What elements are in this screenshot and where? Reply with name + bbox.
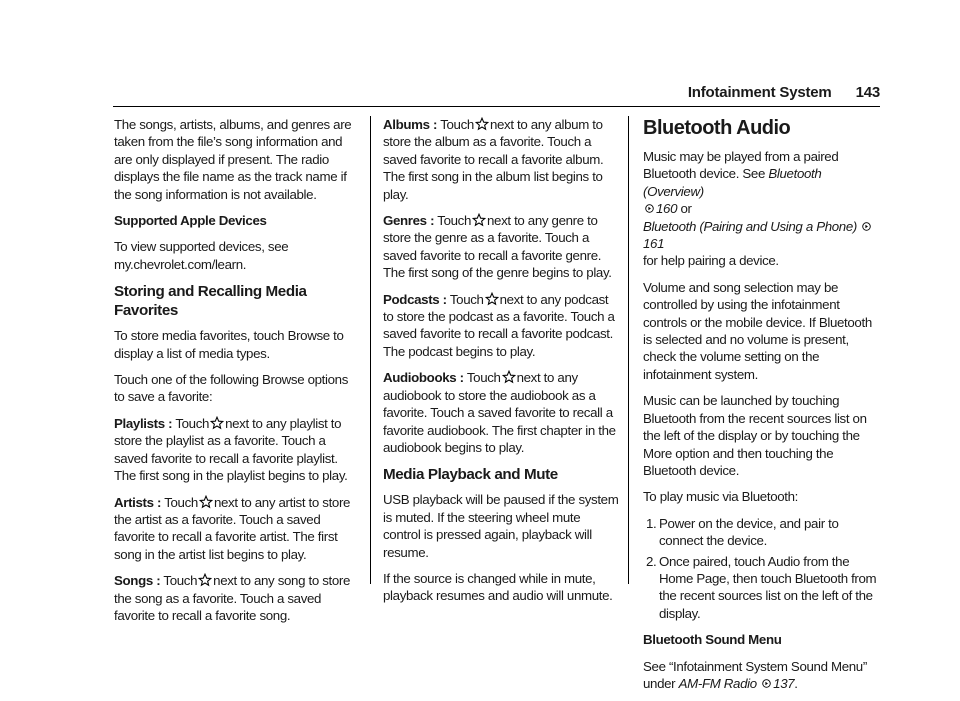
header-divider — [113, 106, 880, 107]
option-label: Audiobooks : — [383, 370, 464, 386]
option-label: Genres : — [383, 213, 435, 229]
page-reference-arrow-icon — [862, 222, 871, 231]
option-label: Songs : — [114, 573, 161, 589]
page-reference[interactable]: 161 — [643, 236, 665, 252]
page-reference[interactable]: 160 — [656, 201, 678, 217]
option-audiobooks: Audiobooks : Touch next to any audiobook to store the audiobook as a favorite. Touch a saved favorite to recall a favorite audiobook. The first chapter in the audiobook begins to play. — [383, 370, 616, 455]
star-outline-icon — [475, 117, 489, 131]
column-divider — [370, 116, 371, 584]
paragraph: Music can be launched by touching Bluetooth from the recent sources list on the left of the display or by touching the More option and then touching the Bluetooth device. — [643, 393, 867, 478]
column-divider — [628, 116, 629, 584]
option-artists: Artists : Touch next to any artist to store the artist as a favorite. Touch a saved favorite to recall a favorite artist. The first song in the artist list begins to play. — [114, 494, 351, 562]
option-genres: Genres : Touch next to any genre to store the genre as a favorite. Touch a saved favorite to recall a favorite genre. The first song of the genre begins to play. — [383, 213, 612, 281]
column-middle — [383, 116, 621, 614]
main-heading: Bluetooth Audio — [643, 117, 791, 139]
option-albums: Albums : Touch next to any album to store the album as a favorite. Touch a saved favorite to recall a favorite album. The first song in the album list begins to play. — [383, 117, 604, 202]
page-header — [630, 84, 880, 101]
list-item: 1. Power on the device, and pair to connect the device. — [646, 515, 839, 549]
column-left — [114, 116, 360, 633]
paragraph: To view supported devices, see my.chevrolet.com/learn. — [114, 239, 289, 272]
option-label: Albums : — [383, 117, 438, 132]
star-outline-icon — [485, 292, 499, 306]
paragraph: If the source is changed while in mute, playback resumes and audio will unmute. — [383, 570, 613, 604]
cross-reference-link[interactable]: Bluetooth (Pairing and Using a Phone) — [643, 218, 857, 234]
option-label: Podcasts : — [383, 291, 447, 307]
star-outline-icon — [502, 370, 516, 384]
paragraph: Touch one of the following Browse options to save a favorite: — [114, 372, 349, 405]
star-outline-icon — [198, 573, 212, 587]
page-reference-arrow-icon — [762, 679, 771, 688]
paragraph: The songs, artists, albums, and genres are taken from the file’s song information and are only displayed if present. The radio displays the file name as the track name if the song information is not available. — [114, 117, 352, 202]
star-outline-icon — [210, 416, 224, 430]
cross-reference-link[interactable]: Bluetooth (Overview) — [643, 166, 822, 199]
section-heading: Storing and Recalling Media Favorites — [114, 283, 307, 320]
option-label: Playlists : — [114, 415, 173, 431]
paragraph: Music may be played from a paired Bluetooth device. See Bluetooth (Overview) 160 or Bluetooth (Pairing and Using a Phone) 161 for help pairing a device. — [643, 148, 883, 270]
page-number: 143 — [855, 84, 880, 101]
option-podcasts: Podcasts : Touch next to any podcast to store the podcast as a favorite. Touch a saved favorite to recall a favorite podcast. The podcast begins to play. — [383, 291, 615, 359]
section-heading: Media Playback and Mute — [383, 466, 558, 484]
paragraph: To store media favorites, touch Browse to display a list of media types. — [114, 328, 344, 361]
list-item: 2. Once paired, touch Audio from the Home Page, then touch Bluetooth from the recent sources list on the left of the display. — [646, 553, 877, 621]
option-playlists: Playlists : Touch next to any playlist to store the playlist as a favorite. Touch a saved favorite to recall a favorite playlist. The first song in the playlist begins to play. — [114, 415, 348, 484]
paragraph: Volume and song selection may be controlled by using the infotainment controls or the mobile device. If Bluetooth is selected and no volume is present, check the volume setting on the infotainment system. — [643, 279, 872, 382]
star-outline-icon — [472, 213, 486, 227]
section-title: Infotainment System — [687, 84, 832, 101]
page-reference-arrow-icon — [645, 204, 654, 213]
paragraph: See “Infotainment System Sound Menu” under AM-FM Radio 137. — [643, 658, 867, 691]
subheading-supported-devices: Supported Apple Devices — [114, 213, 267, 229]
option-label: Artists : — [114, 494, 162, 510]
paragraph: USB playback will be paused if the system is muted. If the steering wheel mute control is pressed again, playback will resume. — [383, 492, 619, 560]
star-outline-icon — [199, 495, 213, 509]
cross-reference-link[interactable]: AM-FM Radio — [678, 675, 757, 691]
subheading-sound-menu: Bluetooth Sound Menu — [643, 632, 782, 648]
steps-list — [643, 515, 883, 622]
option-songs: Songs : Touch next to any song to store the song as a favorite. Touch a saved favorite to recall a favorite song. — [114, 573, 351, 623]
column-right — [643, 116, 883, 701]
page-reference[interactable]: 137 — [773, 675, 795, 691]
paragraph: To play music via Bluetooth: — [643, 489, 799, 505]
